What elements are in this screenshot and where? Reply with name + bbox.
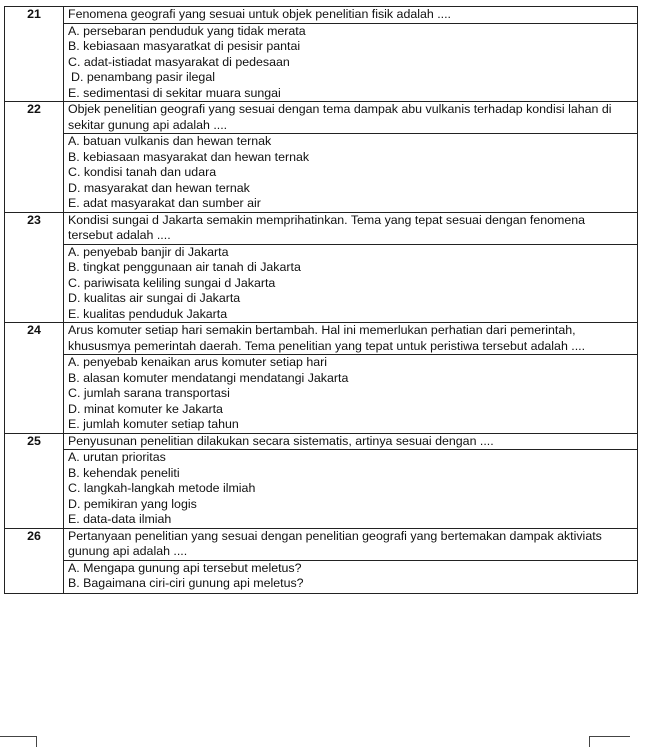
option-c: C. adat-istiadat masyarakat di pedesaan xyxy=(68,54,290,69)
number-cell-empty xyxy=(5,23,64,102)
option-a: A. persebaran penduduk yang tidak merata xyxy=(68,23,306,38)
option-d: D. masyarakat dan hewan ternak xyxy=(68,180,250,195)
options-row-24 xyxy=(5,355,638,434)
option-c: C. jumlah sarana transportasi xyxy=(68,386,230,400)
question-number: 21 xyxy=(5,7,64,24)
question-number: 26 xyxy=(5,528,64,560)
question-number: 23 xyxy=(5,212,64,244)
option-b: B. kehendak peneliti xyxy=(68,465,180,480)
question-row-26 xyxy=(5,528,638,560)
options-row-21 xyxy=(5,23,638,102)
number-cell-empty xyxy=(5,450,64,529)
question-row-22 xyxy=(5,102,638,134)
options-row-22 xyxy=(5,134,638,213)
option-b: B. tingkat penggunaan air tanah di Jakarta xyxy=(68,260,301,274)
option-b: B. alasan komuter mendatangi mendatangi Jakarta xyxy=(68,370,349,385)
question-row-25 xyxy=(5,433,638,450)
option-list xyxy=(64,23,638,102)
option-e: E. jumlah komuter setiap tahun xyxy=(68,417,239,431)
option-c: C. pariwisata keliling sungai d Jakarta xyxy=(68,275,276,290)
page-corner-mark-left xyxy=(0,736,37,747)
option-list xyxy=(64,134,638,213)
question-text: Kondisi sungai d Jakarta semakin memprihatinkan. Tema yang tepat sesuai dengan fenomena tersebut adalah .... xyxy=(64,212,638,244)
option-list xyxy=(64,355,638,434)
option-a: A. urutan prioritas xyxy=(68,450,166,464)
question-table-body xyxy=(5,7,638,594)
question-number: 22 xyxy=(5,102,64,134)
question-text: Objek penelitian geografi yang sesuai dengan tema dampak abu vulkanis terhadap kondisi lahan di sekitar gunung api adalah .... xyxy=(64,102,638,134)
number-cell-empty xyxy=(5,560,64,593)
options-row-23 xyxy=(5,244,638,323)
question-row-23 xyxy=(5,212,638,244)
option-a: A. Mengapa gunung api tersebut meletus? xyxy=(68,560,302,575)
number-cell-empty xyxy=(5,134,64,213)
option-b: B. kebiasaan masyarakat dan hewan ternak xyxy=(68,149,310,164)
option-e: E. data-data ilmiah xyxy=(68,512,172,526)
option-e: E. kualitas penduduk Jakarta xyxy=(68,306,228,321)
option-d: D. minat komuter ke Jakarta xyxy=(68,401,223,416)
number-cell-empty xyxy=(5,355,64,434)
option-c: C. langkah-langkah metode ilmiah xyxy=(68,481,256,495)
option-e: E. sedimentasi di sekitar muara sungai xyxy=(68,85,281,100)
question-row-24 xyxy=(5,323,638,355)
question-text: Penyusunan penelitian dilakukan secara sistematis, artinya sesuai dengan .... xyxy=(64,433,638,450)
option-d: D. penambang pasir ilegal xyxy=(71,70,215,84)
page-corner-mark-right xyxy=(589,736,630,747)
option-a: A. penyebab banjir di Jakarta xyxy=(68,244,229,259)
option-list xyxy=(64,244,638,323)
question-number: 24 xyxy=(5,323,64,355)
question-table xyxy=(4,6,638,594)
option-a: A. batuan vulkanis dan hewan ternak xyxy=(68,134,272,148)
options-row-25 xyxy=(5,450,638,529)
option-list xyxy=(64,560,638,593)
number-cell-empty xyxy=(5,244,64,323)
option-d: D. pemikiran yang logis xyxy=(68,496,197,511)
question-text: Arus komuter setiap hari semakin bertambah. Hal ini memerlukan perhatian dari pemerintah, khususmya pemerintah daerah. Tema penelitian yang tepat untuk peristiwa tersebut adalah .... xyxy=(64,323,638,355)
question-text: Pertanyaan penelitian yang sesuai dengan penelitian geografi yang bertemakan dampak aktiviats gunung api adalah .... xyxy=(64,528,638,560)
options-row-26 xyxy=(5,560,638,593)
option-b: B. Bagaimana ciri-ciri gunung api meletus? xyxy=(68,576,304,590)
option-c: C. kondisi tanah dan udara xyxy=(68,165,217,179)
question-text: Fenomena geografi yang sesuai untuk objek penelitian fisik adalah .... xyxy=(64,7,638,24)
option-d: D. kualitas air sungai di Jakarta xyxy=(68,291,241,305)
question-number: 25 xyxy=(5,433,64,450)
option-list xyxy=(64,450,638,529)
question-row-21 xyxy=(5,7,638,24)
option-b: B. kebiasaan masyaratkat di pesisir pantai xyxy=(68,39,301,53)
option-e: E. adat masyarakat dan sumber air xyxy=(68,196,261,210)
option-a: A. penyebab kenaikan arus komuter setiap hari xyxy=(68,355,327,369)
